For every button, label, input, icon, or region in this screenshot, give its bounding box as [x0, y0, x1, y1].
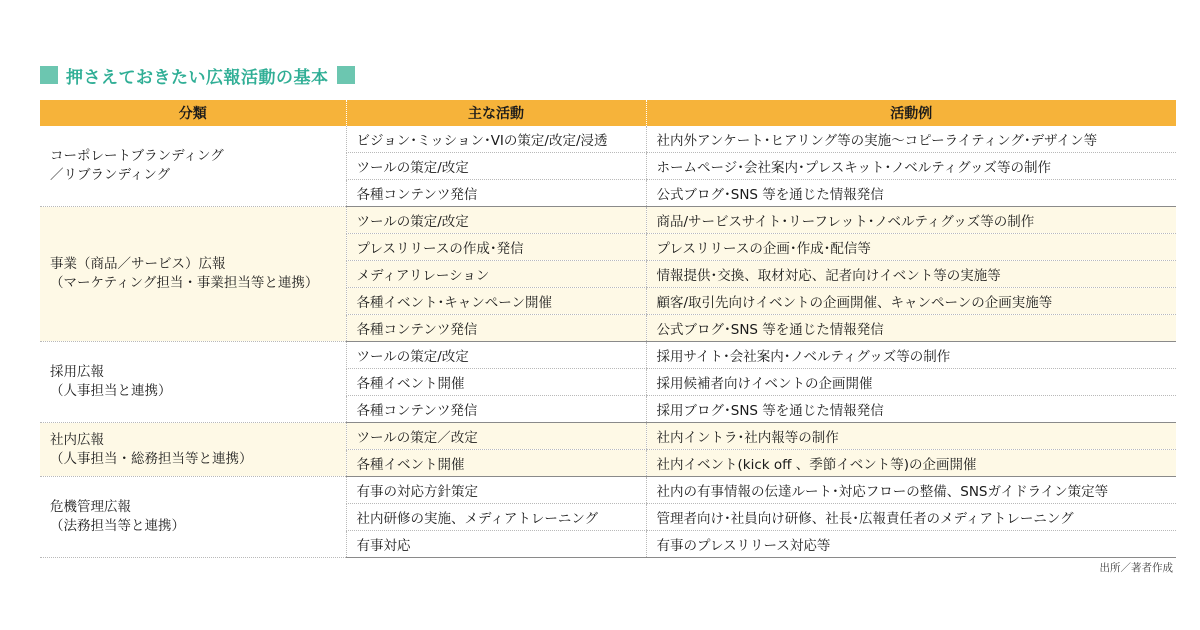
category-line2: （マーケティング担当・事業担当等と連携）	[50, 275, 319, 291]
activity-cell: 各種コンテンツ発信	[346, 180, 646, 207]
category-line1: 採用広報	[50, 364, 104, 380]
category-line2: ／リブランディング	[50, 167, 171, 183]
category-line1: 事業（商品／サービス）広報	[50, 256, 226, 272]
category-line2: （人事担当と連携）	[50, 383, 172, 399]
table-row	[40, 207, 1176, 234]
example-cell: 管理者向け･社員向け研修、社長･広報責任者のメディアトレーニング	[646, 504, 1176, 531]
table-row	[40, 126, 1176, 153]
category-line1: 社内広報	[50, 431, 104, 448]
section-title	[40, 62, 355, 88]
activity-cell: 各種コンテンツ発信	[346, 396, 646, 423]
title-square-left-icon	[40, 66, 58, 84]
title-text: 押さえておきたい広報活動の基本	[66, 67, 329, 88]
example-cell: 社内外アンケート･ヒアリング等の実施～コピーライティング･デザイン等	[646, 126, 1176, 153]
activity-cell: ツールの策定/改定	[346, 342, 646, 369]
table-header-row	[40, 100, 1176, 126]
title-square-right-icon	[337, 66, 355, 84]
activity-cell: 各種イベント･キャンペーン開催	[346, 288, 646, 315]
table-row	[40, 423, 1176, 450]
activity-cell: プレスリリースの作成･発信	[346, 234, 646, 261]
activity-cell: ツールの策定/改定	[346, 207, 646, 234]
activity-cell: 社内研修の実施、メディアトレーニング	[346, 504, 646, 531]
category-cell	[40, 423, 346, 477]
example-cell: 情報提供･交換、取材対応、記者向けイベント等の実施等	[646, 261, 1176, 288]
group-crisis-pr	[40, 477, 1176, 558]
header-example: 活動例	[646, 100, 1176, 126]
group-corporate-branding	[40, 126, 1176, 207]
example-cell: 公式ブログ･SNS 等を通じた情報発信	[646, 315, 1176, 342]
header-activity: 主な活動	[346, 100, 646, 126]
example-cell: 有事のプレスリリース対応等	[646, 531, 1176, 558]
pr-activities-table	[40, 100, 1176, 558]
category-line1: コーポレートブランディング	[50, 148, 224, 164]
source-note: 出所／著者作成	[1099, 562, 1173, 574]
activity-cell: ビジョン･ミッション･VIの策定/改定/浸透	[346, 126, 646, 153]
category-cell	[40, 207, 346, 342]
activity-cell: 有事の対応方針策定	[346, 477, 646, 504]
example-cell: 社内イントラ･社内報等の制作	[646, 423, 1176, 450]
category-cell	[40, 342, 346, 423]
example-cell: 商品/サービスサイト･リーフレット･ノベルティグッズ等の制作	[646, 207, 1176, 234]
example-cell: 社内イベント(kick off 、季節イベント等)の企画開催	[646, 450, 1176, 477]
activity-cell: 各種イベント開催	[346, 450, 646, 477]
activity-cell: ツールの策定／改定	[346, 423, 646, 450]
example-cell: 社内の有事情報の伝達ルート･対応フローの整備、SNSガイドライン策定等	[646, 477, 1176, 504]
category-line2: （人事担当・総務担当等と連携）	[50, 450, 253, 467]
category-cell	[40, 477, 346, 558]
header-category: 分類	[40, 100, 346, 126]
example-cell: 採用候補者向けイベントの企画開催	[646, 369, 1176, 396]
category-cell	[40, 126, 346, 207]
category-line1: 危機管理広報	[50, 499, 131, 515]
table-row	[40, 477, 1176, 504]
activity-cell: メディアリレーション	[346, 261, 646, 288]
activity-cell: 各種コンテンツ発信	[346, 315, 646, 342]
category-line2: （法務担当等と連携）	[50, 518, 185, 534]
table-row	[40, 342, 1176, 369]
example-cell: 顧客/取引先向けイベントの企画開催、キャンペーンの企画実施等	[646, 288, 1176, 315]
group-recruitment-pr	[40, 342, 1176, 423]
group-internal-pr	[40, 423, 1176, 477]
example-cell: プレスリリースの企画･作成･配信等	[646, 234, 1176, 261]
example-cell: 公式ブログ･SNS 等を通じた情報発信	[646, 180, 1176, 207]
group-business-pr	[40, 207, 1176, 342]
example-cell: 採用ブログ･SNS 等を通じた情報発信	[646, 396, 1176, 423]
activity-cell: ツールの策定/改定	[346, 153, 646, 180]
activity-cell: 有事対応	[346, 531, 646, 558]
example-cell: 採用サイト･会社案内･ノベルティグッズ等の制作	[646, 342, 1176, 369]
example-cell: ホームページ･会社案内･プレスキット･ノベルティグッズ等の制作	[646, 153, 1176, 180]
activity-cell: 各種イベント開催	[346, 369, 646, 396]
